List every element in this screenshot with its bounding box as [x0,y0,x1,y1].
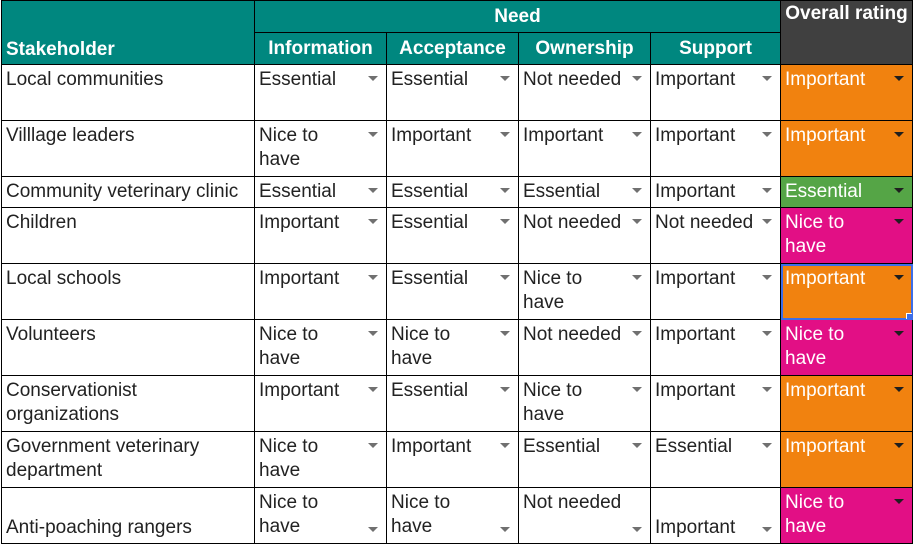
information-dropdown-cell[interactable] [255,432,387,488]
overall-rating-value: Nice to have [785,324,845,369]
acceptance-dropdown-cell[interactable] [387,432,519,488]
table-row [2,320,913,376]
support-dropdown-cell[interactable] [651,264,781,320]
ownership-value: Essential [523,436,601,457]
ownership-dropdown-cell[interactable] [519,320,651,376]
stakeholder-name: Volunteers [6,324,96,345]
overall-rating-column-header[interactable]: Overall rating [781,1,913,65]
support-value: Important [655,517,736,538]
dropdown-arrow-icon[interactable] [762,219,772,224]
dropdown-arrow-icon[interactable] [368,132,378,137]
support-value: Important [655,125,736,146]
dropdown-arrow-icon[interactable] [500,219,510,224]
support-dropdown-cell[interactable] [651,376,781,432]
overall-rating-value: Important [785,125,866,146]
ownership-value: Nice to have [523,380,583,425]
dropdown-arrow-icon[interactable] [500,132,510,137]
support-value: Not needed [655,212,754,233]
stakeholder-cell[interactable] [2,432,255,488]
dropdown-arrow-icon[interactable] [762,132,772,137]
support-value: Important [655,69,736,90]
ownership-value: Not needed [523,212,622,233]
information-dropdown-cell[interactable] [255,488,387,544]
dropdown-arrow-icon[interactable] [632,527,642,532]
information-column-header[interactable]: Information [255,33,387,65]
support-dropdown-cell[interactable] [651,432,781,488]
ownership-value: Not needed [523,324,622,345]
stakeholder-name: Anti-poaching rangers [6,517,192,538]
stakeholder-name: Local communities [6,69,164,90]
stakeholder-cell[interactable] [2,376,255,432]
support-dropdown-cell[interactable] [651,488,781,544]
information-dropdown-cell[interactable] [255,121,387,177]
dropdown-arrow-icon[interactable] [368,188,378,193]
information-value: Nice to have [259,324,319,369]
acceptance-dropdown-cell[interactable] [387,208,519,264]
stakeholder-name: Conservationist organizations [6,380,137,425]
acceptance-dropdown-cell[interactable] [387,121,519,177]
acceptance-value: Essential [391,69,469,90]
dropdown-arrow-icon[interactable] [368,76,378,81]
support-dropdown-cell[interactable] [651,65,781,121]
ownership-dropdown-cell[interactable] [519,432,651,488]
information-value: Nice to have [259,492,319,537]
ownership-dropdown-cell[interactable] [519,264,651,320]
overall-rating-value: Important [785,69,866,90]
dropdown-arrow-icon[interactable] [894,443,904,448]
ownership-dropdown-cell[interactable] [519,65,651,121]
stakeholder-cell[interactable] [2,264,255,320]
stakeholder-cell[interactable] [2,65,255,121]
overall-rating-dropdown-cell[interactable] [781,177,913,208]
information-value: Important [259,268,340,289]
table-row [2,376,913,432]
information-dropdown-cell[interactable] [255,177,387,208]
dropdown-arrow-icon[interactable] [632,387,642,392]
acceptance-value: Nice to have [391,324,451,369]
information-value: Important [259,380,340,401]
stakeholder-name: Community veterinary clinic [6,181,239,202]
dropdown-arrow-icon[interactable] [632,331,642,336]
dropdown-arrow-icon[interactable] [762,443,772,448]
information-dropdown-cell[interactable] [255,376,387,432]
dropdown-arrow-icon[interactable] [632,443,642,448]
stakeholder-cell[interactable] [2,177,255,208]
table-row [2,65,913,121]
stakeholder-column-header[interactable]: Stakeholder [2,1,255,65]
information-value: Important [259,212,340,233]
dropdown-arrow-icon[interactable] [632,76,642,81]
table-row [2,432,913,488]
information-value: Nice to have [259,125,319,170]
table-row [2,264,913,320]
dropdown-arrow-icon[interactable] [894,275,904,280]
ownership-column-header[interactable]: Ownership [519,33,651,65]
overall-rating-value: Essential [785,181,863,202]
support-dropdown-cell[interactable] [651,208,781,264]
dropdown-arrow-icon[interactable] [762,275,772,280]
overall-rating-dropdown-cell[interactable] [781,376,913,432]
dropdown-arrow-icon[interactable] [894,331,904,336]
dropdown-arrow-icon[interactable] [632,132,642,137]
support-dropdown-cell[interactable] [651,121,781,177]
dropdown-arrow-icon[interactable] [500,527,510,532]
stakeholder-name: Local schools [6,268,122,289]
ownership-value: Not needed [523,492,622,513]
acceptance-column-header[interactable]: Acceptance [387,33,519,65]
dropdown-arrow-icon[interactable] [368,387,378,392]
dropdown-arrow-icon[interactable] [762,527,772,532]
dropdown-arrow-icon[interactable] [368,331,378,336]
dropdown-arrow-icon[interactable] [894,499,904,504]
dropdown-arrow-icon[interactable] [762,387,772,392]
dropdown-arrow-icon[interactable] [500,331,510,336]
stakeholder-name: Government veterinary department [6,436,200,481]
acceptance-value: Important [391,436,472,457]
stakeholder-name: Children [6,212,77,233]
table-row [2,121,913,177]
ownership-dropdown-cell[interactable] [519,488,651,544]
overall-rating-dropdown-cell[interactable] [781,208,913,264]
overall-rating-dropdown-cell[interactable] [781,320,913,376]
overall-rating-dropdown-cell[interactable] [781,121,913,177]
dropdown-arrow-icon[interactable] [500,76,510,81]
information-dropdown-cell[interactable] [255,65,387,121]
acceptance-value: Essential [391,181,469,202]
dropdown-arrow-icon[interactable] [894,188,904,193]
support-value: Important [655,380,736,401]
ownership-value: Essential [523,181,601,202]
table-row [2,177,913,208]
dropdown-arrow-icon[interactable] [632,219,642,224]
dropdown-arrow-icon[interactable] [632,275,642,280]
dropdown-arrow-icon[interactable] [894,219,904,224]
acceptance-dropdown-cell[interactable] [387,376,519,432]
support-column-header[interactable]: Support [651,33,781,65]
overall-rating-value: Nice to have [785,212,845,257]
ownership-value: Nice to have [523,268,583,313]
information-value: Essential [259,69,337,90]
stakeholder-cell[interactable] [2,320,255,376]
information-dropdown-cell[interactable] [255,208,387,264]
dropdown-arrow-icon[interactable] [368,219,378,224]
ownership-dropdown-cell[interactable] [519,121,651,177]
dropdown-arrow-icon[interactable] [368,527,378,532]
dropdown-arrow-icon[interactable] [368,443,378,448]
acceptance-dropdown-cell[interactable] [387,65,519,121]
dropdown-arrow-icon[interactable] [368,275,378,280]
support-value: Important [655,181,736,202]
information-dropdown-cell[interactable] [255,264,387,320]
support-dropdown-cell[interactable] [651,320,781,376]
overall-rating-dropdown-cell[interactable] [781,65,913,121]
acceptance-dropdown-cell[interactable] [387,320,519,376]
ownership-value: Not needed [523,69,622,90]
dropdown-arrow-icon[interactable] [500,387,510,392]
stakeholder-cell[interactable] [2,488,255,544]
acceptance-dropdown-cell[interactable] [387,177,519,208]
overall-rating-dropdown-cell[interactable] [781,488,913,544]
ownership-dropdown-cell[interactable] [519,376,651,432]
acceptance-value: Essential [391,380,469,401]
dropdown-arrow-icon[interactable] [894,76,904,81]
support-value: Essential [655,436,733,457]
stakeholder-cell[interactable] [2,121,255,177]
acceptance-dropdown-cell[interactable] [387,488,519,544]
ownership-dropdown-cell[interactable] [519,177,651,208]
acceptance-value: Nice to have [391,492,451,537]
overall-rating-dropdown-cell[interactable] [781,264,913,320]
dropdown-arrow-icon[interactable] [894,387,904,392]
ownership-value: Important [523,125,604,146]
need-group-header[interactable]: Need [255,1,781,33]
dropdown-arrow-icon[interactable] [500,275,510,280]
stakeholder-cell[interactable] [2,208,255,264]
table-row [2,208,913,264]
dropdown-arrow-icon[interactable] [762,331,772,336]
support-value: Important [655,268,736,289]
dropdown-arrow-icon[interactable] [894,132,904,137]
information-value: Nice to have [259,436,319,481]
support-value: Important [655,324,736,345]
information-value: Essential [259,181,337,202]
ownership-dropdown-cell[interactable] [519,208,651,264]
dropdown-arrow-icon[interactable] [500,188,510,193]
information-dropdown-cell[interactable] [255,320,387,376]
table-row [2,488,913,544]
overall-rating-dropdown-cell[interactable] [781,432,913,488]
overall-rating-value: Important [785,380,866,401]
dropdown-arrow-icon[interactable] [762,76,772,81]
dropdown-arrow-icon[interactable] [632,188,642,193]
acceptance-value: Essential [391,268,469,289]
acceptance-value: Essential [391,212,469,233]
acceptance-value: Important [391,125,472,146]
overall-rating-value: Important [785,436,866,457]
stakeholder-needs-table [1,0,913,544]
overall-rating-value: Nice to have [785,492,845,537]
support-dropdown-cell[interactable] [651,177,781,208]
dropdown-arrow-icon[interactable] [762,188,772,193]
overall-rating-value: Important [785,268,866,289]
acceptance-dropdown-cell[interactable] [387,264,519,320]
stakeholder-name: Villlage leaders [6,125,135,146]
dropdown-arrow-icon[interactable] [500,443,510,448]
